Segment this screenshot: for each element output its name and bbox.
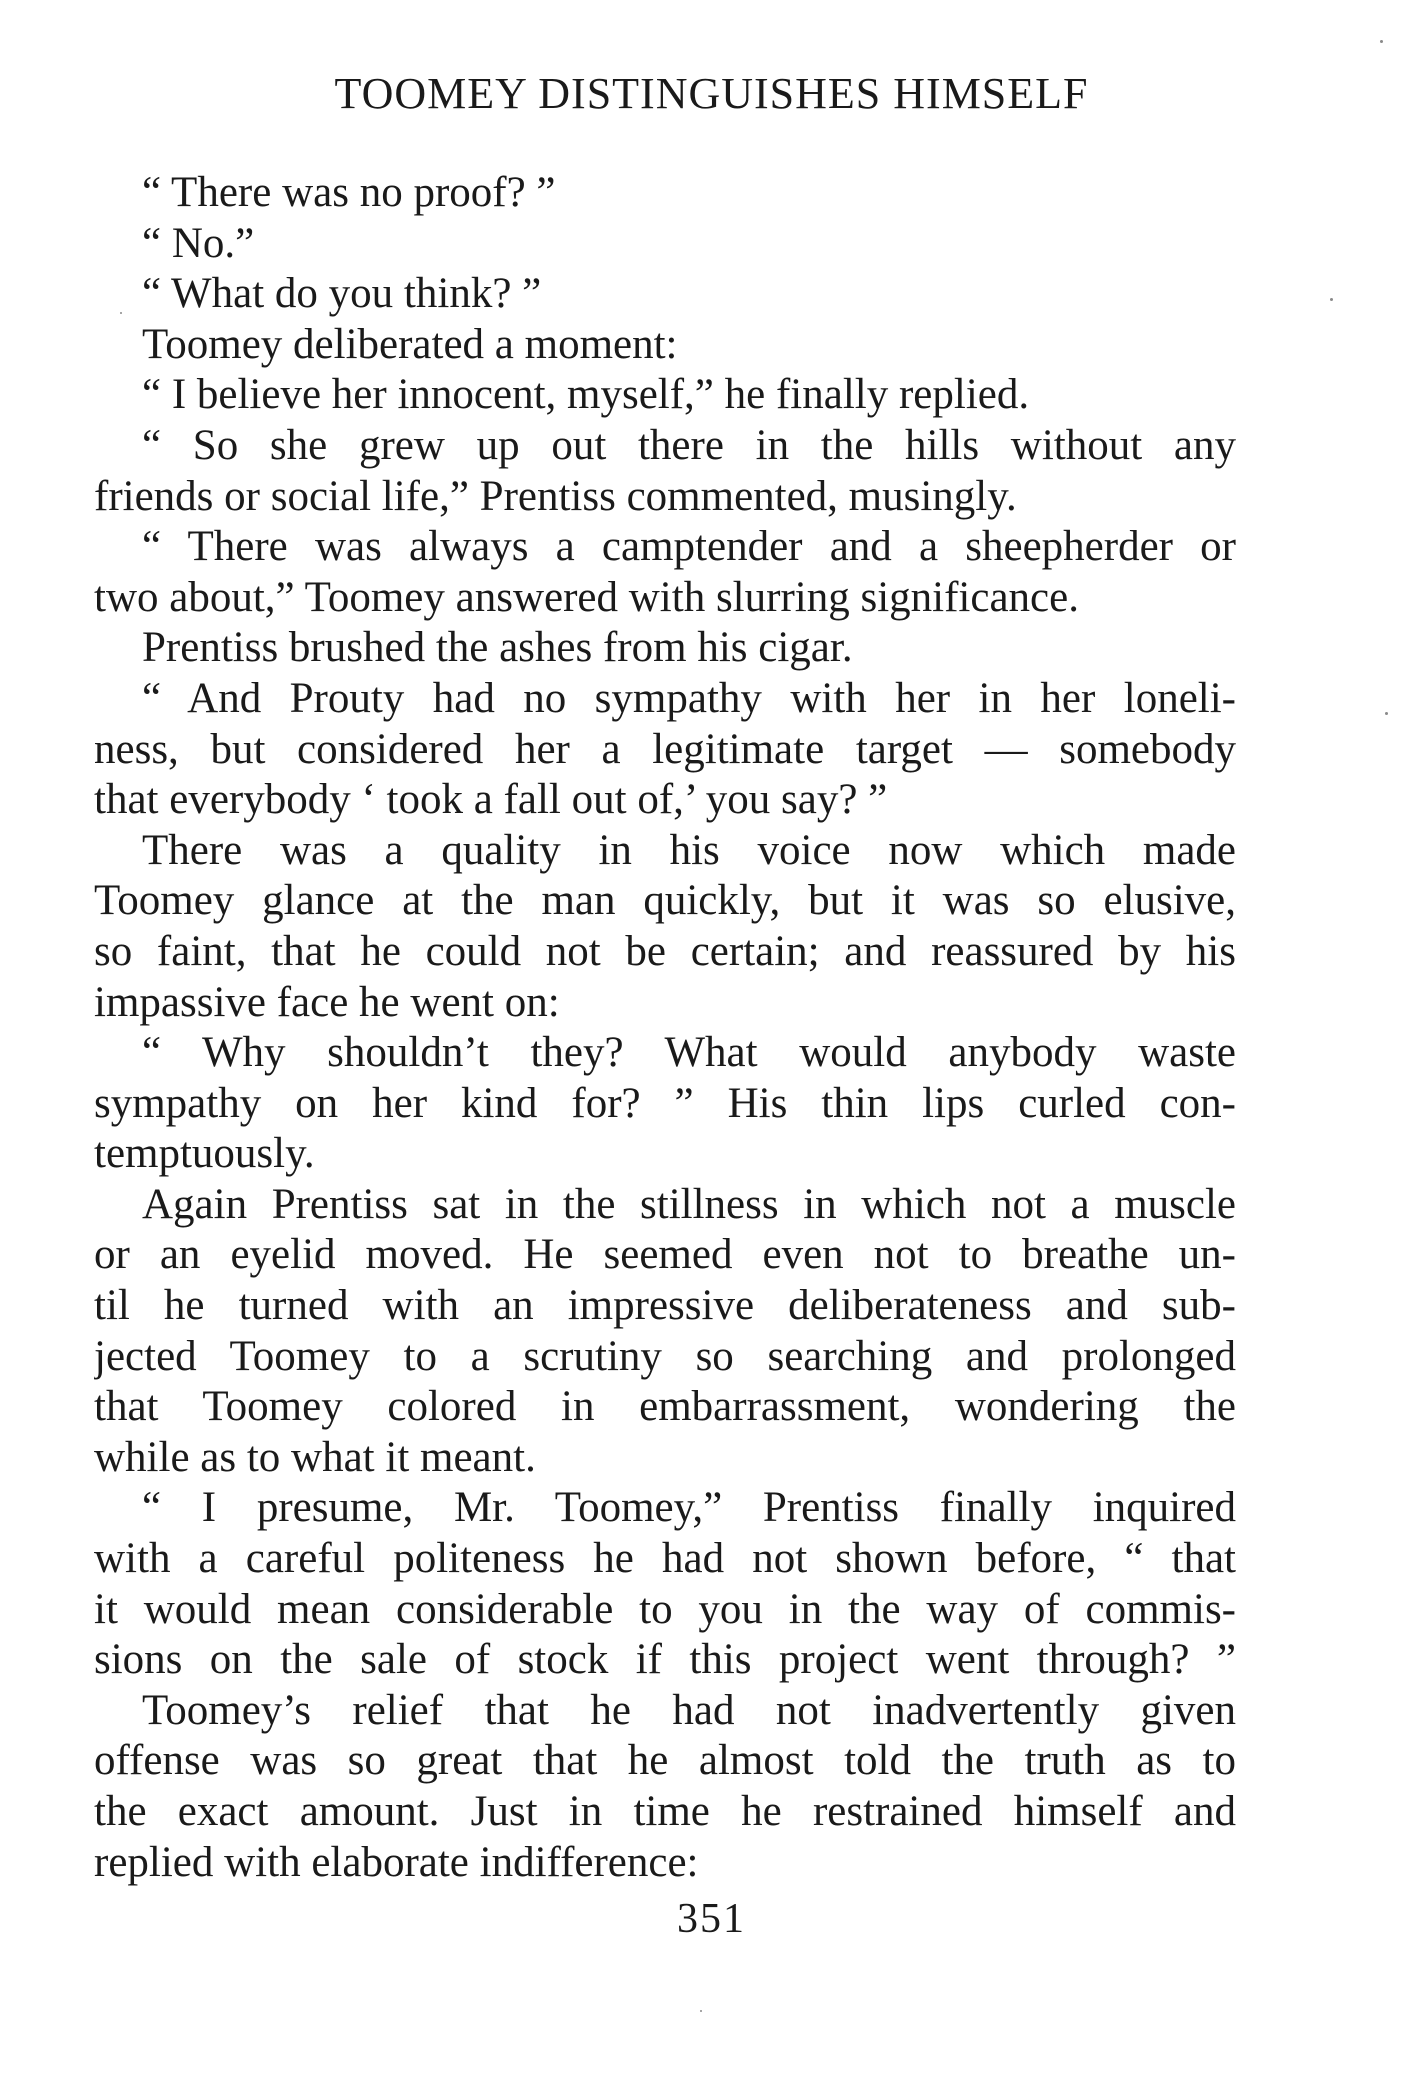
text-line: “ No.”	[142, 219, 255, 267]
text-line: sions on the sale of stock if this project went through? ”	[94, 1636, 1236, 1684]
text-line: that Toomey colored in embarrassment, wondering the	[94, 1383, 1236, 1431]
text-line: it would mean considerable to you in the way of commis-	[94, 1585, 1236, 1633]
text-line: friends or social life,” Prentiss commented, musingly.	[94, 472, 1017, 520]
text-line: ness, but considered her a legitimate target — somebody	[94, 725, 1236, 773]
text-line: replied with elaborate indifference:	[94, 1838, 699, 1886]
text-line: two about,” Toomey answered with slurring significance.	[94, 573, 1079, 621]
text-line: “ There was always a camptender and a sheepherder or	[142, 523, 1236, 571]
text-line: Toomey’s relief that he had not inadvertently given	[142, 1686, 1236, 1734]
text-line: sympathy on her kind for? ” His thin lips curled con-	[94, 1079, 1236, 1127]
scan-speck	[1380, 40, 1383, 43]
text-line: that everybody ‘ took a fall out of,’ you say? ”	[94, 776, 888, 824]
scan-speck	[1385, 712, 1388, 715]
page-number: 351	[677, 1896, 746, 1942]
text-line: “ Why shouldn’t they? What would anybody waste	[142, 1029, 1236, 1077]
text-line: “ And Prouty had no sympathy with her in her loneli-	[142, 674, 1236, 722]
running-head: TOOMEY DISTINGUISHES HIMSELF	[334, 69, 1089, 118]
text-line: with a careful politeness he had not shown before, “ that	[94, 1535, 1236, 1583]
text-line: so faint, that he could not be certain; and reassured by his	[94, 927, 1236, 975]
text-line: “ What do you think? ”	[142, 270, 542, 318]
scan-speck	[700, 2010, 702, 2012]
text-line: “ I believe her innocent, myself,” he finally replied.	[142, 371, 1030, 419]
text-line: Prentiss brushed the ashes from his cigar.	[142, 624, 853, 672]
text-line: the exact amount. Just in time he restrained himself and	[94, 1788, 1236, 1835]
text-line: Again Prentiss sat in the stillness in which not a muscle	[142, 1180, 1236, 1228]
text-line: “ There was no proof? ”	[142, 169, 556, 216]
text-line: or an eyelid moved. He seemed even not to breathe un-	[94, 1231, 1236, 1279]
text-line: while as to what it meant.	[94, 1433, 536, 1481]
text-line: Toomey glance at the man quickly, but it was so elusive,	[94, 877, 1236, 925]
text-line: jected Toomey to a scrutiny so searching and prolonged	[94, 1332, 1236, 1380]
text-line: impassive face he went on:	[94, 978, 560, 1026]
text-line: There was a quality in his voice now which made	[142, 826, 1236, 874]
text-line: “ I presume, Mr. Toomey,” Prentiss finally inquired	[142, 1484, 1236, 1532]
text-line: offense was so great that he almost told the truth as to	[94, 1737, 1236, 1785]
text-line: “ So she grew up out there in the hills without any	[142, 421, 1236, 469]
scan-speck	[120, 312, 122, 314]
text-line: Toomey deliberated a moment:	[142, 320, 678, 368]
text-line: til he turned with an impressive deliberateness and sub-	[94, 1282, 1236, 1330]
text-line: temptuously.	[94, 1130, 315, 1178]
scan-speck	[1330, 298, 1333, 301]
body-text	[94, 168, 1236, 1888]
